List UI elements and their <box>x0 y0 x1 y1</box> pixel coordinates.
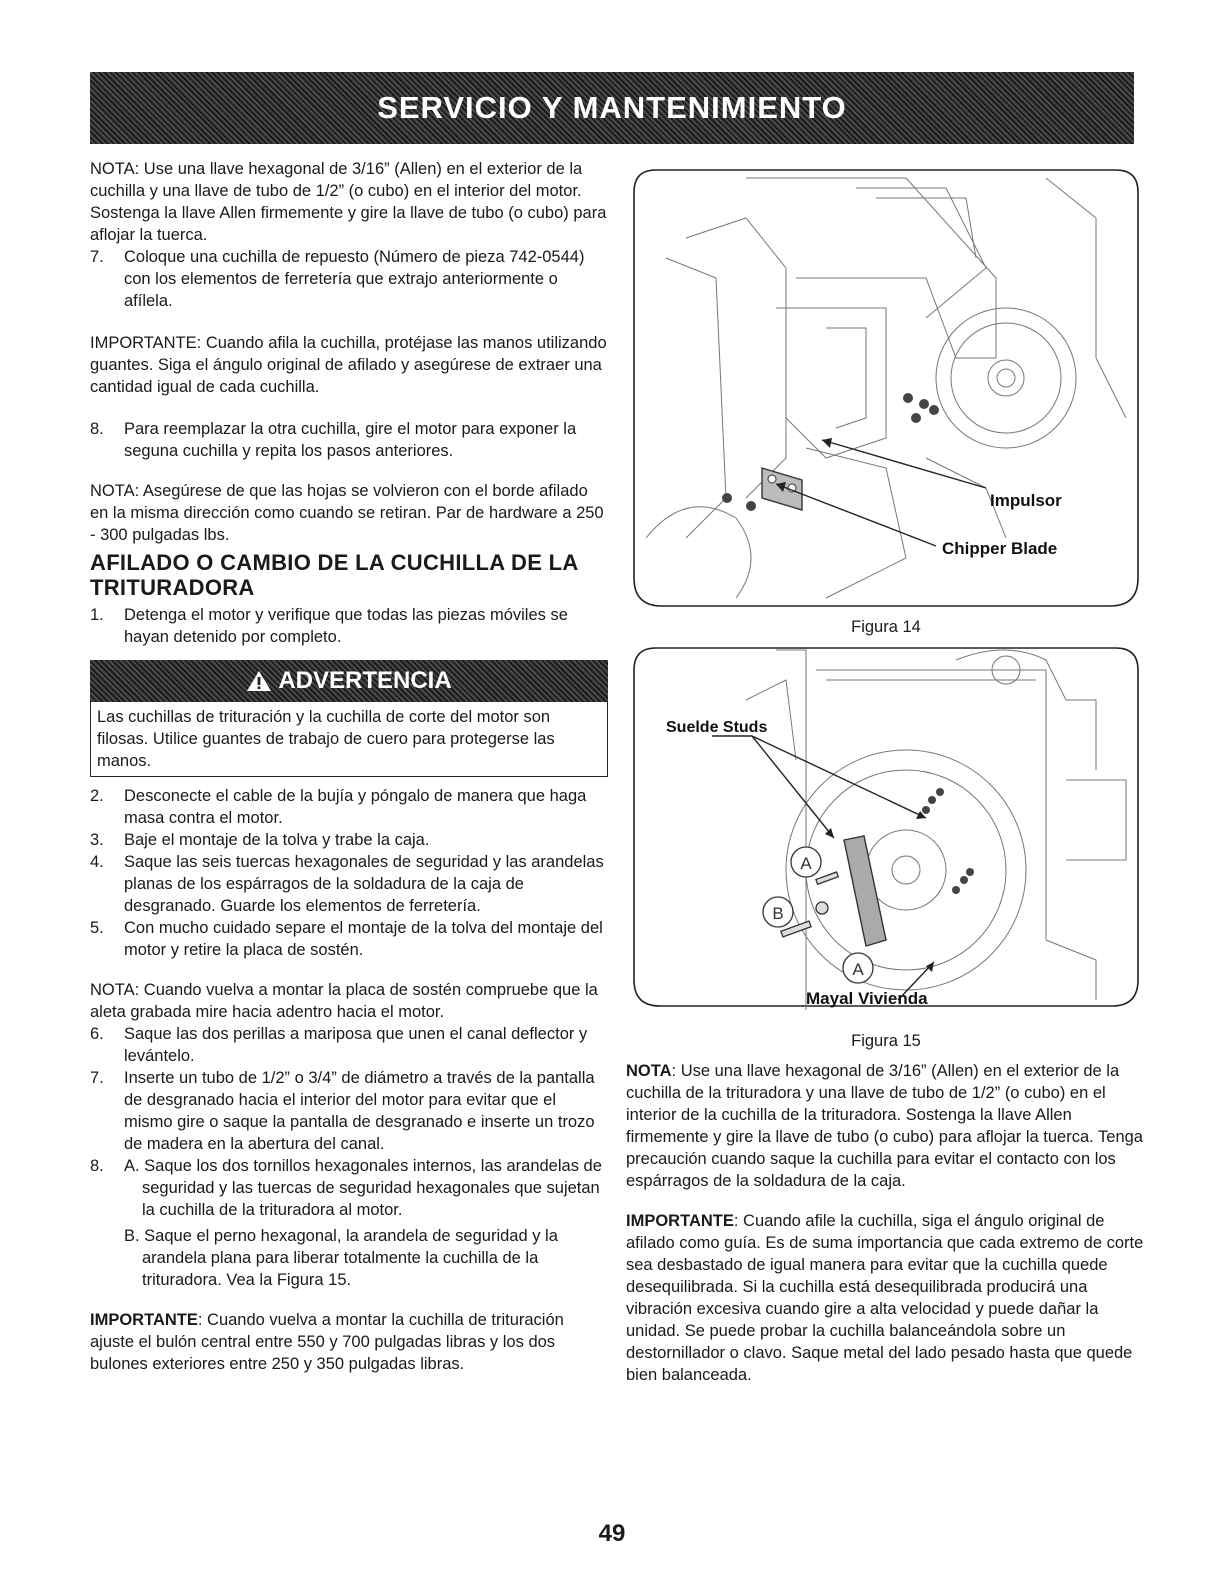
section-heading: AFILADO O CAMBIO DE LA CUCHILLA DE LA TRITURADORA <box>90 550 578 600</box>
note-paragraph: NOTA: Use una llave hexagonal de 3/16” (Allen) en el exterior de la cuchilla y una llave de tubo de 1/2” (o cubo) en el interior del motor. Sostenga la llave Allen firmemente y gire la llave de tubo (o cubo) para aflojar la tuerca. <box>90 160 607 244</box>
figure-15-caption: Figura 15 <box>851 1032 921 1050</box>
important-paragraph: IMPORTANTE: Cuando afila la cuchilla, protéjase las manos utilizando guantes. Siga el ángulo original de afilado y asegúrese de extraer una cantidad igual de cada cuchilla. <box>90 334 607 396</box>
figure-14-illustration <box>626 158 1146 610</box>
warning-text: Las cuchillas de trituración y la cuchilla de corte del motor son filosas. Utilice guantes de trabajo de cuero para protegerse las manos. <box>90 702 608 777</box>
right-column <box>626 1060 1146 1386</box>
chipper-blade-part <box>844 836 886 946</box>
step-item: 4. Saque las seis tuercas hexagonales de seguridad y las arandelas planas de los espárragos de la soldadura de la caja de desgranado. Guarde los elementos de ferretería. <box>90 853 604 915</box>
note-paragraph: NOTA: Use una llave hexagonal de 3/16” (Allen) en el exterior de la cuchilla de la trituradora y una llave de tubo de 1/2” (o cubo) en el interior de la cuchilla de la trituradora. Sostenga la llave Allen firmemente y gire la llave de tubo (o cubo) para aflojar la tuerca. Tenga precaución cuando saque la cuchilla para evitar el contacto con los espárragos de la soldadura de la caja. <box>626 1062 1143 1190</box>
svg-text:A: A <box>852 960 864 979</box>
step-item: 5. Con mucho cuidado separe el montaje de la tolva del montaje del motor y retire la placa de sostén. <box>90 919 603 959</box>
svg-text:B: B <box>772 904 784 923</box>
step-item: 1. Detenga el motor y verifique que todas las piezas móviles se hayan detenido por completo. <box>90 606 568 646</box>
warning-triangle-icon <box>246 670 272 692</box>
warning-banner <box>90 660 608 702</box>
svg-text:A: A <box>800 854 812 873</box>
note-paragraph: NOTA: Cuando vuelva a montar la placa de sostén compruebe que la aleta grabada mire hacia adentro hacia el motor. <box>90 981 598 1021</box>
left-column <box>90 158 608 1375</box>
callout-b <box>763 897 793 927</box>
step-item: 8. A. Saque los dos tornillos hexagonales internos, las arandelas de seguridad y las tuercas de seguridad hexagonales que sujetan la cuchilla de la trituradora al motor. B. Saque el perno hexagonal, la arandela de seguridad y la arandela plana para liberar totalmente la cuchilla de la trituradora. Vea la Figura 15. <box>90 1155 608 1291</box>
step-item: 7. Coloque una cuchilla de repuesto (Número de pieza 742-0544) con los elementos de ferretería que extrajo anteriormente o afílela. <box>90 248 585 310</box>
figure-14-caption: Figura 14 <box>851 618 921 636</box>
important-paragraph: IMPORTANTE: Cuando afile la cuchilla, siga el ángulo original de afilado como guía. Es de suma importancia que cada extremo de corte sea desbastado de igual manera para evitar que la cuchilla quede desequilibrada. Si la cuchilla está desequilibrada producirá una vibración excesiva cuando gire a alta velocidad y puede dañar la unidad. Se puede probar la cuchilla balanceándola sobre un destornillador o clavo. Saque metal del lado pesado hasta que quede bien balanceada. <box>626 1212 1144 1384</box>
warning-title: ADVERTENCIA <box>278 667 452 694</box>
impulsor-label: Impulsor <box>990 491 1062 510</box>
important-paragraph: IMPORTANTE: Cuando vuelva a montar la cuchilla de trituración ajuste el bulón central entre 550 y 700 pulgadas libras y los dos bulones exteriores entre 250 y 350 pulgadas libras. <box>90 1311 564 1373</box>
figure-15-illustration <box>626 640 1146 1020</box>
step-item: 6. Saque las dos perillas a mariposa que unen el canal deflector y levántelo. <box>90 1025 588 1065</box>
step-item: 3. Baje el montaje de la tolva y trabe la caja. <box>90 831 430 849</box>
step-item: 2. Desconecte el cable de la bujía y póngalo de manera que haga masa contra el motor. <box>90 787 587 827</box>
callout-a-bottom <box>843 953 873 983</box>
callout-a-top <box>791 847 821 877</box>
step-item: 7. Inserte un tubo de 1/2” o 3/4” de diámetro a través de la pantalla de desgranado hacia el interior del motor para evitar que el mismo gire o saque la pantalla de desgranado e inserte un trozo de madera en la abertura del canal. <box>90 1069 595 1153</box>
mayal-vivienda-label: Mayal Vivienda <box>806 989 928 1008</box>
suelde-studs-label: Suelde Studs <box>666 719 768 736</box>
page-title: SERVICIO Y MANTENIMIENTO <box>377 90 847 125</box>
note-paragraph: NOTA: Asegúrese de que las hojas se volvieron con el borde afilado en la misma dirección como cuando se retiran. Par de hardware a 250 - 300 pulgadas lbs. <box>90 482 604 544</box>
page-number: 49 <box>598 1520 626 1547</box>
page-header-banner <box>90 72 1134 144</box>
chipper-blade-label: Chipper Blade <box>942 539 1058 558</box>
substep-a: A. Saque los dos tornillos hexagonales internos, las arandelas de seguridad y las tuercas de seguridad hexagonales que sujetan la cuchilla de la trituradora al motor. <box>124 1157 602 1219</box>
step-item: 8. Para reemplazar la otra cuchilla, gire el motor para exponer la seguna cuchilla y repita los pasos anteriores. <box>90 420 577 460</box>
substep-b: B. Saque el perno hexagonal, la arandela de seguridad y la arandela plana para liberar totalmente la cuchilla de la trituradora. Vea la Figura 15. <box>124 1227 558 1289</box>
